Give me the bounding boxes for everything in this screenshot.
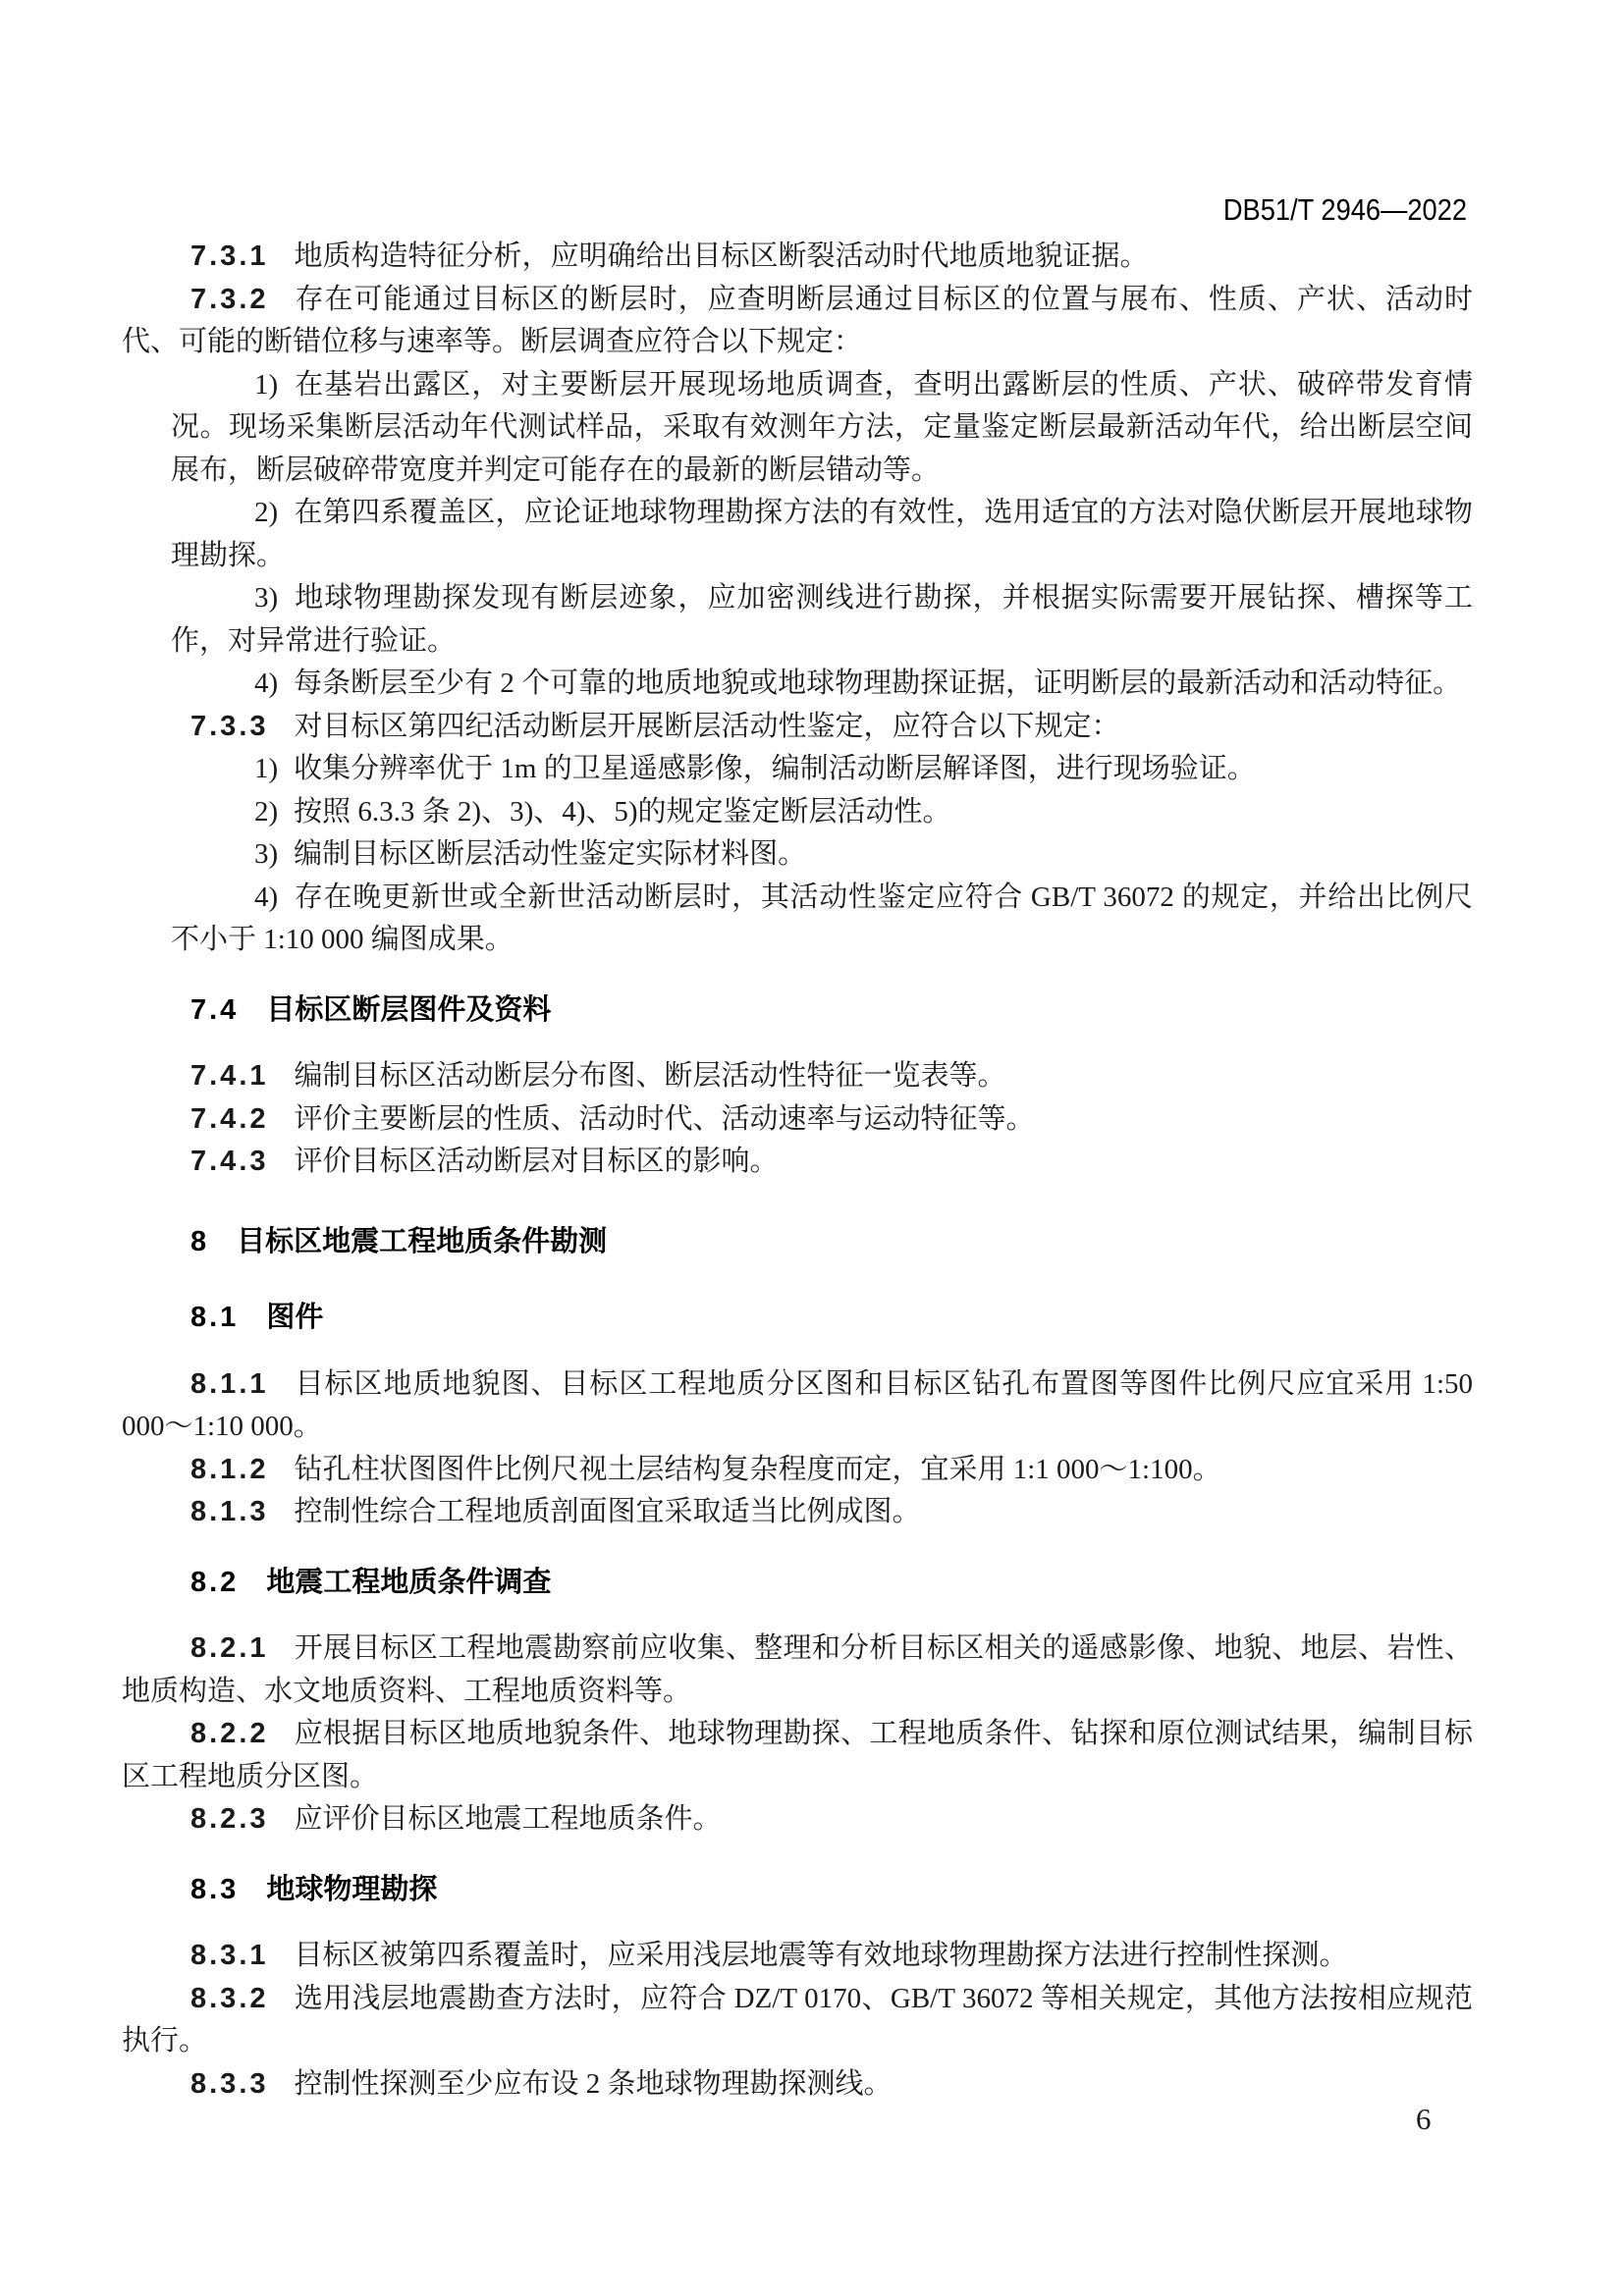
- clause-paragraph: [122, 1935, 1473, 1978]
- heading-text: 目标区断层图件及资料: [266, 993, 552, 1026]
- page-number: 6: [1416, 2102, 1432, 2136]
- standard-number-header: DB51/T 2946—2022: [1222, 192, 1467, 227]
- list-item: [171, 364, 1473, 493]
- clause-text: 钻孔柱状图图件比例尺视土层结构复杂程度而定，宜采用 1:1 000～1:100。: [294, 1453, 1221, 1485]
- clause-text: 存在可能通过目标区的断层时，应查明断层通过目标区的位置与展布、性质、产状、活动时代、可能的断错位移与速率等。断层调查应符合以下规定：: [122, 283, 1473, 357]
- chapter-text: 目标区地震工程地质条件勘测: [237, 1225, 608, 1257]
- heading-number: 7.4: [190, 993, 240, 1026]
- chapter-heading: [122, 1221, 1473, 1264]
- clause-paragraph: [122, 279, 1473, 364]
- section-heading: [122, 989, 1473, 1033]
- list-marker: 3): [254, 838, 279, 870]
- clause-number: 8.3.1: [190, 1940, 269, 1971]
- clause-paragraph: [122, 1978, 1473, 2063]
- clause-text: 应评价目标区地震工程地质条件。: [294, 1803, 722, 1835]
- clause-paragraph: [122, 1798, 1473, 1842]
- list-item: [171, 833, 1473, 877]
- list-item: [171, 577, 1473, 663]
- heading-number: 8.2: [190, 1566, 240, 1598]
- list-marker: 3): [254, 582, 279, 614]
- clause-number: 7.4.1: [190, 1060, 269, 1092]
- clause-number: 7.3.2: [190, 283, 269, 315]
- clause-text: 对目标区第四纪活动断层开展断层活动性鉴定，应符合以下规定：: [294, 710, 1120, 742]
- section-heading: [122, 1297, 1473, 1340]
- list-item-text: 收集分辨率优于 1m 的卫星遥感影像，编制活动断层解译图，进行现场验证。: [294, 753, 1256, 784]
- clause-number: 8.3.3: [190, 2067, 269, 2100]
- clause-number: 8.2.3: [190, 1803, 269, 1835]
- list-marker: 4): [254, 881, 279, 913]
- list-marker: 1): [254, 753, 279, 784]
- clause-paragraph: [122, 1628, 1473, 1713]
- document-body: [122, 236, 1473, 2106]
- clause-paragraph: [122, 1449, 1473, 1492]
- clause-paragraph: [122, 1055, 1473, 1098]
- chapter-number: 8: [190, 1225, 210, 1257]
- clause-paragraph: [122, 1713, 1473, 1798]
- list-item-text: 每条断层至少有 2 个可靠的地质地貌或地球物理勘探证据，证明断层的最新活动和活动特征。: [294, 667, 1462, 699]
- list-marker: 2): [254, 795, 279, 828]
- list-item-text: 在第四系覆盖区，应论证地球物理勘探方法的有效性，选用适宜的方法对隐伏断层开展地球物理勘探。: [171, 497, 1473, 571]
- clause-text: 评价主要断层的性质、活动时代、活动速率与运动特征等。: [294, 1102, 1035, 1135]
- clause-number: 8.1.3: [190, 1496, 269, 1527]
- clause-number: 8.1.2: [190, 1453, 269, 1485]
- heading-text: 图件: [266, 1302, 324, 1333]
- clause-number: 8.1.1: [190, 1367, 269, 1400]
- clause-number: 7.3.3: [190, 710, 269, 742]
- list-item-text: 地球物理勘探发现有断层迹象，应加密测线进行勘探，并根据实际需要开展钻探、槽探等工作，对异常进行验证。: [171, 582, 1473, 657]
- clause-text: 控制性探测至少应布设 2 条地球物理勘探测线。: [294, 2067, 893, 2100]
- list-item: [171, 748, 1473, 791]
- list-marker: 2): [254, 497, 279, 528]
- clause-text: 目标区被第四系覆盖时，应采用浅层地震等有效地球物理勘探方法进行控制性探测。: [294, 1940, 1348, 1971]
- list-marker: 1): [254, 368, 279, 400]
- clause-paragraph: [122, 236, 1473, 279]
- list-item: [171, 791, 1473, 834]
- clause-text: 选用浅层地震勘查方法时，应符合 DZ/T 0170、GB/T 36072 等相关规定，其他方法按相应规范执行。: [122, 1982, 1473, 2056]
- clause-number: 7.4.2: [190, 1102, 269, 1135]
- clause-number: 7.3.1: [190, 240, 269, 272]
- list-item-text: 编制目标区断层活动性鉴定实际材料图。: [294, 838, 807, 870]
- list-item: [171, 663, 1473, 706]
- clause-paragraph: [122, 1141, 1473, 1184]
- clause-text: 控制性综合工程地质剖面图宜采取适当比例成图。: [294, 1496, 921, 1527]
- clause-text: 评价目标区活动断层对目标区的影响。: [294, 1146, 779, 1177]
- list-item-text: 在基岩出露区，对主要断层开展现场地质调查，查明出露断层的性质、产状、破碎带发育情况。现场采集断层活动年代测试样品，采取有效测年方法，定量鉴定断层最新活动年代，给出断层空间展布，断层破碎带宽度并判定可能存在的最新的断层错动等。: [171, 368, 1473, 486]
- clause-number: 8.3.2: [190, 1982, 269, 2014]
- list-item: [171, 492, 1473, 577]
- clause-number: 8.2.1: [190, 1632, 269, 1664]
- section-heading: [122, 1562, 1473, 1605]
- list-marker: 4): [254, 667, 279, 699]
- heading-number: 8.3: [190, 1873, 240, 1905]
- clause-paragraph: [122, 2063, 1473, 2107]
- clause-paragraph: [122, 706, 1473, 749]
- clause-paragraph: [122, 1098, 1473, 1142]
- list-item-text: 存在晚更新世或全新世活动断层时，其活动性鉴定应符合 GB/T 36072 的规定，并给出比例尺不小于 1:10 000 编图成果。: [171, 881, 1473, 955]
- clause-number: 8.2.2: [190, 1718, 269, 1749]
- clause-text: 编制目标区活动断层分布图、断层活动性特征一览表等。: [294, 1060, 1006, 1092]
- clause-text: 应根据目标区地质地貌条件、地球物理勘探、工程地质条件、钻探和原位测试结果，编制目标区工程地质分区图。: [122, 1718, 1473, 1792]
- clause-paragraph: [122, 1363, 1473, 1449]
- heading-number: 8.1: [190, 1302, 240, 1333]
- clause-number: 7.4.3: [190, 1146, 269, 1177]
- clause-text: 开展目标区工程地震勘察前应收集、整理和分析目标区相关的遥感影像、地貌、地层、岩性、地质构造、水文地质资料、工程地质资料等。: [122, 1632, 1473, 1707]
- clause-text: 地质构造特征分析，应明确给出目标区断裂活动时代地质地貌证据。: [294, 240, 1149, 272]
- heading-text: 地球物理勘探: [266, 1873, 438, 1905]
- list-item: [171, 877, 1473, 962]
- clause-text: 目标区地质地貌图、目标区工程地质分区图和目标区钻孔布置图等图件比例尺应宜采用 1:50 000～1:10 000。: [122, 1367, 1473, 1442]
- clause-paragraph: [122, 1491, 1473, 1534]
- section-heading: [122, 1869, 1473, 1912]
- heading-text: 地震工程地质条件调查: [266, 1566, 552, 1598]
- list-item-text: 按照 6.3.3 条 2)、3)、4)、5)的规定鉴定断层活动性。: [294, 795, 951, 828]
